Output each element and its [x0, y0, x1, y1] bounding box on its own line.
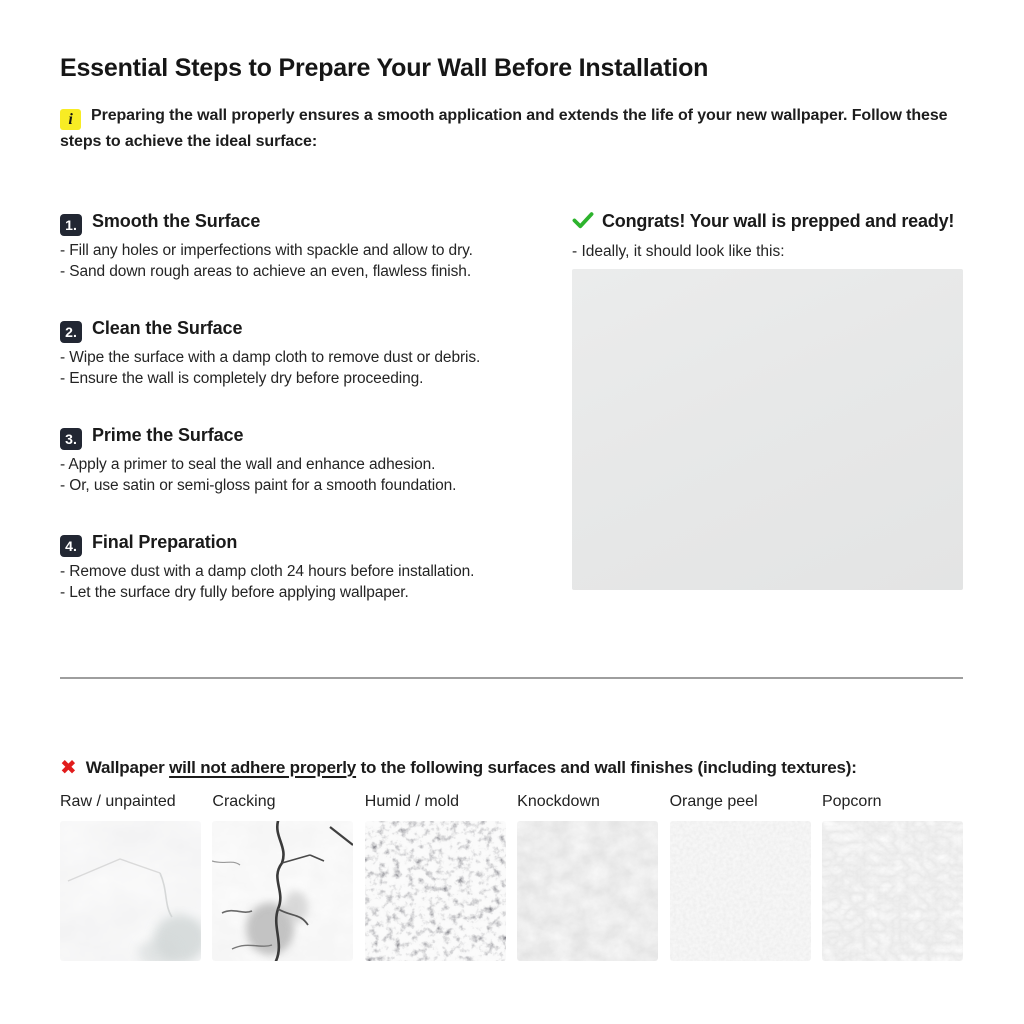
step-detail: - Sand down rough areas to achieve an even, flawless finish. [60, 263, 472, 280]
warning-text-before: Wallpaper [85, 758, 170, 777]
texture-label: Raw / unpainted [60, 793, 176, 810]
texture-label: Knockdown [517, 793, 600, 810]
check-icon [572, 211, 594, 229]
warning-heading [60, 754, 990, 782]
section-divider [60, 677, 963, 679]
prepped-wall-image [572, 269, 963, 590]
warning-text [86, 758, 857, 777]
x-icon: ✖ [60, 757, 77, 779]
success-title: Congrats! Your wall is prepped and ready! [602, 211, 955, 231]
step-final-preparation [60, 529, 565, 603]
step-detail: - Or, use satin or semi-gloss paint for a smooth foundation. [60, 477, 457, 494]
step-smooth-surface [60, 208, 565, 282]
step-detail: - Ensure the wall is completely dry before proceeding. [60, 370, 424, 387]
step-heading [60, 529, 565, 557]
texture-item-humid-mold [365, 791, 506, 961]
texture-label: Humid / mold [364, 793, 460, 810]
texture-item-cracking [212, 791, 353, 961]
texture-label: Cracking [212, 793, 276, 810]
texture-image-raw-unpainted-icon [60, 821, 201, 961]
step-number-badge: 1. [60, 214, 82, 236]
step-detail: - Let the surface dry fully before applying wallpaper. [60, 584, 409, 601]
step-number-badge: 2. [60, 321, 82, 343]
step-detail: - Fill any holes or imperfections with spackle and allow to dry. [60, 242, 473, 259]
texture-image-popcorn-icon [822, 821, 963, 961]
warning-text-after: to the following surfaces and wall finishes (including textures): [356, 758, 857, 777]
success-subtitle: - Ideally, it should look like this: [572, 243, 785, 260]
info-icon: i [60, 109, 81, 130]
step-number-badge: 4. [60, 535, 82, 557]
step-clean-surface [60, 315, 565, 389]
warning-text-emphasis: will not adhere properly [169, 758, 357, 777]
intro-paragraph [60, 104, 966, 154]
success-heading [572, 208, 963, 236]
texture-item-knockdown [517, 791, 658, 961]
intro-text: Preparing the wall properly ensures a smooth application and extends the life of your new wallpaper. Follow these steps to achieve the ideal surface: [60, 107, 948, 150]
step-detail: - Remove dust with a damp cloth 24 hours before installation. [60, 563, 475, 580]
steps-list [60, 208, 565, 636]
texture-item-raw-unpainted [60, 791, 201, 961]
success-panel [572, 208, 963, 590]
step-title: Smooth the Surface [92, 211, 261, 231]
texture-image-cracking-icon [212, 821, 353, 961]
step-heading [60, 315, 565, 343]
texture-gallery [60, 791, 963, 961]
step-number-badge: 3. [60, 428, 82, 450]
step-prime-surface [60, 422, 565, 496]
step-detail: - Apply a primer to seal the wall and enhance adhesion. [60, 456, 436, 473]
step-heading [60, 422, 565, 450]
step-title: Prime the Surface [92, 425, 244, 445]
texture-item-popcorn [822, 791, 963, 961]
texture-label: Orange peel [669, 793, 758, 810]
texture-image-humid-mold-icon [365, 821, 506, 961]
texture-image-knockdown-icon [517, 821, 658, 961]
texture-image-orange-peel-icon [670, 821, 811, 961]
texture-label: Popcorn [821, 793, 882, 810]
texture-item-orange-peel [670, 791, 811, 961]
step-heading [60, 208, 565, 236]
step-title: Final Preparation [92, 532, 238, 552]
step-detail: - Wipe the surface with a damp cloth to remove dust or debris. [60, 349, 481, 366]
page-title: Essential Steps to Prepare Your Wall Before Installation [60, 54, 709, 82]
step-title: Clean the Surface [92, 318, 243, 338]
